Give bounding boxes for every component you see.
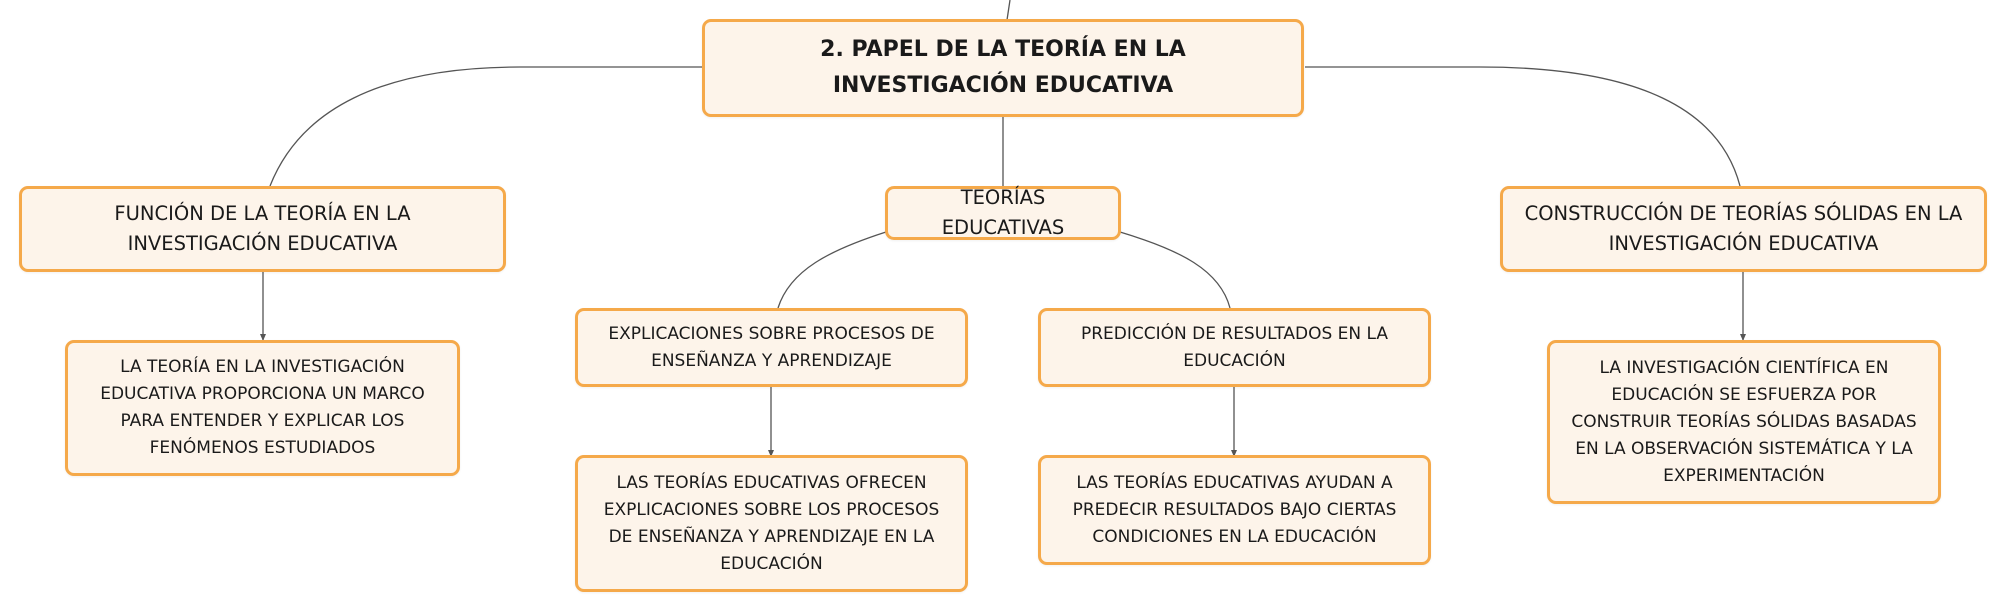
node-construccion-detail-text: LA INVESTIGACIÓN CIENTÍFICA EN EDUCACIÓN SE ESFUERZA POR CONSTRUIR TEORÍAS SÓLIDAS BASADAS EN LA OBSERVACIÓN SISTEMÁTICA Y LA EXPERIMENTACIÓN	[1571, 357, 1917, 486]
node-prediccion-detail-text: LAS TEORÍAS EDUCATIVAS AYUDAN A PREDECIR RESULTADOS BAJO CIERTAS CONDICIONES EN LA EDUCACIÓN	[1072, 472, 1397, 547]
node-construccion-title: CONSTRUCCIÓN DE TEORÍAS SÓLIDAS EN LA INVESTIGACIÓN EDUCATIVA	[1524, 202, 1963, 255]
root-node[interactable]	[702, 19, 1304, 117]
node-prediccion[interactable]	[1038, 308, 1431, 387]
node-funcion[interactable]	[19, 186, 506, 272]
node-prediccion-detail[interactable]	[1038, 455, 1431, 565]
connector-root-to-construccion	[1305, 67, 1740, 186]
connector-parent-to-root	[1007, 0, 1010, 20]
node-construccion[interactable]	[1500, 186, 1987, 272]
node-explicaciones-title: EXPLICACIONES SOBRE PROCESOS DE ENSEÑANZA Y APRENDIZAJE	[608, 323, 935, 371]
connector-teorias-to-prediccion	[1120, 232, 1230, 308]
node-funcion-detail[interactable]	[65, 340, 460, 476]
connector-root-to-funcion	[270, 67, 703, 186]
node-prediccion-title: PREDICCIÓN DE RESULTADOS EN LA EDUCACIÓN	[1080, 323, 1389, 371]
connector-teorias-to-explicaciones	[778, 232, 886, 308]
node-explicaciones-detail[interactable]	[575, 455, 968, 592]
node-teorias-educativas[interactable]	[885, 186, 1121, 240]
node-construccion-detail[interactable]	[1547, 340, 1941, 504]
node-explicaciones[interactable]	[575, 308, 968, 387]
node-funcion-detail-text: LA TEORÍA EN LA INVESTIGACIÓN EDUCATIVA PROPORCIONA UN MARCO PARA ENTENDER Y EXPLICAR LOS FENÓMENOS ESTUDIADOS	[100, 357, 425, 458]
node-funcion-title: FUNCIÓN DE LA TEORÍA EN LA INVESTIGACIÓN EDUCATIVA	[114, 202, 411, 255]
node-explicaciones-detail-text: LAS TEORÍAS EDUCATIVAS OFRECEN EXPLICACIONES SOBRE LOS PROCESOS DE ENSEÑANZA Y APRENDIZAJE EN LA EDUCACIÓN	[603, 472, 940, 574]
node-teorias-title: TEORÍAS EDUCATIVAS	[941, 186, 1065, 239]
root-title: 2. PAPEL DE LA TEORÍA EN LA INVESTIGACIÓN EDUCATIVA	[820, 37, 1186, 98]
